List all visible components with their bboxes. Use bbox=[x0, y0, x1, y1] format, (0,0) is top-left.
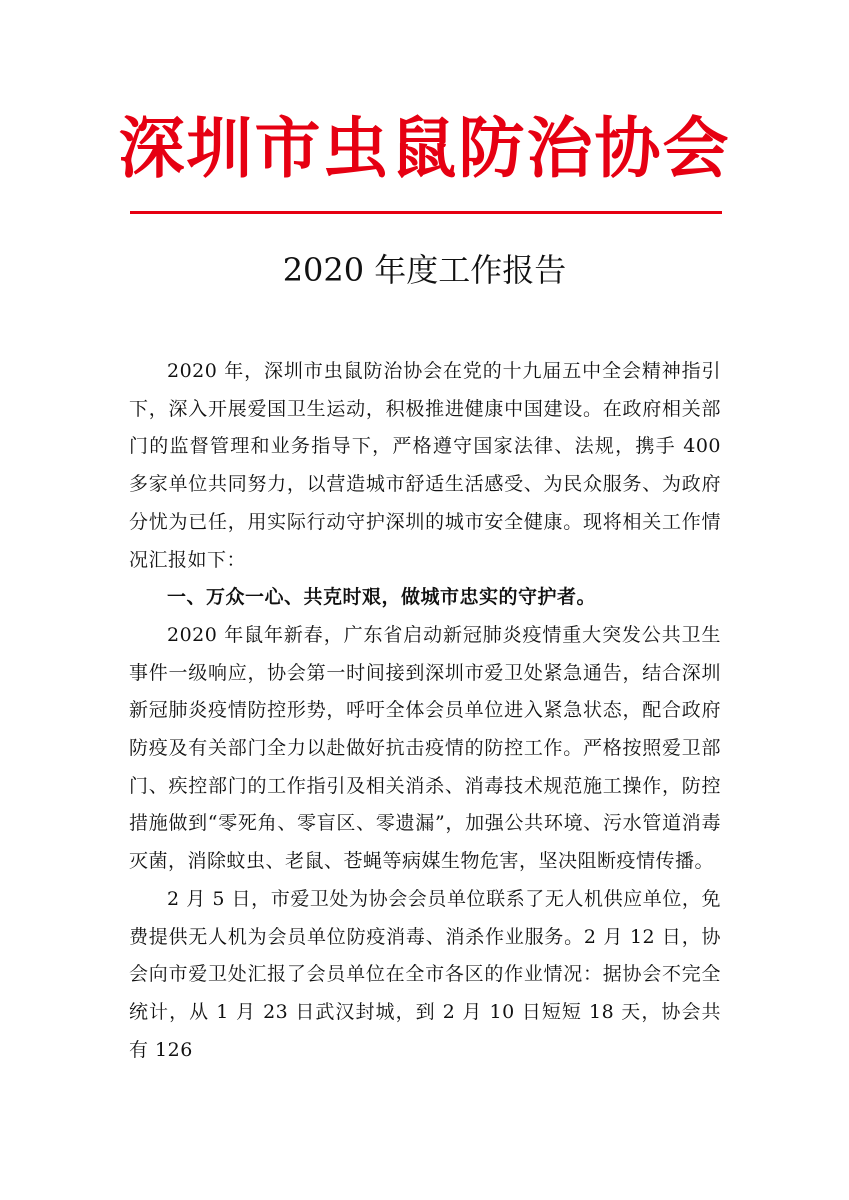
red-divider-line bbox=[130, 211, 722, 214]
intro-paragraph: 2020 年，深圳市虫鼠防治协会在党的十九届五中全会精神指引下，深入开展爱国卫生运动，积极推进健康中国建设。在政府相关部门的监督管理和业务指导下，严格遵守国家法律、法规，携手 400 多家单位共同努力，以营造城市舒适生活感受、为民众服务、为政府分忧为已任，用实际行动守护深圳的城市安全健康。现将相关工作情况汇报如下： bbox=[129, 360, 721, 571]
organization-title: 深圳市虫鼠防治协会 bbox=[118, 109, 731, 187]
section-1-paragraph-1: 2020 年鼠年新春，广东省启动新冠肺炎疫情重大突发公共卫生事件一级响应，协会第一时间接到深圳市爱卫处紧急通告，结合深圳新冠肺炎疫情防控形势，呼吁全体会员单位进入紧急状态，配合政府防疫及有关部门全力以赴做好抗击疫情的防控工作。严格按照爱卫部门、疾控部门的工作指引及相关消杀、消毒技术规范施工操作，防控措施做到“零死角、零盲区、零遗漏”，加强公共环境、污水管道消毒灭菌，消除蚊虫、老鼠、苍蝇等病媒生物危害，坚决阻断疫情传播。 bbox=[129, 623, 721, 873]
report-body bbox=[129, 353, 721, 1069]
section-heading-1: 一、万众一心、共克时艰，做城市忠实的守护者。 bbox=[167, 586, 597, 609]
section-1-paragraph-2: 2 月 5 日，市爱卫处为协会会员单位联系了无人机供应单位，免费提供无人机为会员单位防疫消毒、消杀作业服务。2 月 12 日，协会向市爱卫处汇报了会员单位在全市各区的作业情况：据协会不完全统计，从 1 月 23 日武汉封城，到 2 月 10 日短短 18 天，协会共有 126 bbox=[129, 887, 721, 1061]
report-title: 2020 年度工作报告 bbox=[282, 251, 567, 289]
